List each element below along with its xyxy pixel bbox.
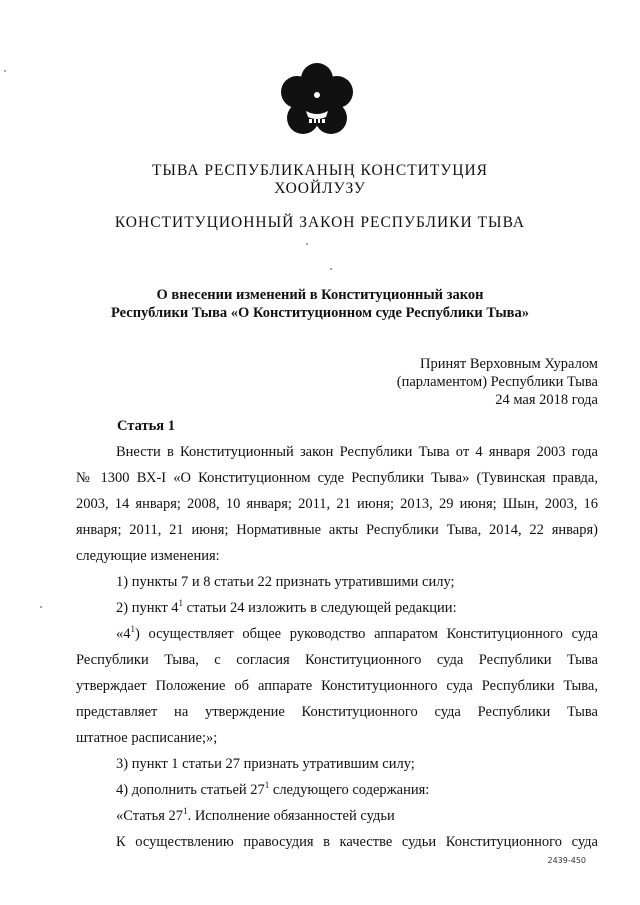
paragraph-line: № 1300 ВХ-I «О Конституционном суде Республики Тыва» (Тувинская правда, bbox=[76, 470, 598, 486]
article-heading: Статья 1 bbox=[117, 418, 175, 434]
scan-speck bbox=[330, 268, 332, 270]
new-article-title: «Статья $27^1$. Исполнение обязанностей судьи bbox=[116, 806, 395, 824]
quoted-text-line: утверждает Положение об аппарате Конституционного суда Республики Тыва, bbox=[76, 678, 598, 694]
adopted-by: Принят Верховным Хуралом bbox=[420, 356, 598, 372]
document-number: 2439-450 bbox=[547, 856, 586, 865]
header-title-tuvan-continued: ХООЙЛУЗУ bbox=[274, 180, 366, 197]
header-title-tuvan: ТЫВА РЕСПУБЛИКАНЫҢ КОНСТИТУЦИЯ bbox=[151, 162, 489, 179]
quoted-text-line: Республики Тыва, с согласия Конституционного суда Республики Тыва bbox=[76, 652, 598, 668]
quoted-text-line: штатное расписание;»; bbox=[76, 730, 218, 746]
paragraph-line: января; 2011, 21 июня; Нормативные акты Республики Тыва, 2014, 22 января) bbox=[76, 522, 598, 538]
amendment-item-2: 2) пункт $4^1$ статьи 24 изложить в следующей редакции: bbox=[116, 598, 457, 616]
paragraph-line: 2003, 14 января; 2008, 10 января; 2011, 21 июня; 2013, 29 июня; Шын, 2003, 16 bbox=[76, 496, 598, 512]
adopted-by-parliament: (парламентом) Республики Тыва bbox=[396, 374, 598, 390]
amendment-item-1: 1) пункты 7 и 8 статьи 22 признать утратившими силу; bbox=[116, 574, 455, 590]
republic-emblem-icon bbox=[279, 62, 355, 142]
adoption-date: 24 мая 2018 года bbox=[495, 392, 598, 408]
law-subject-line-2: Республики Тыва «О Конституционном суде Республики Тыва» bbox=[110, 305, 530, 321]
paragraph-line: К осуществлению правосудия в качестве судьи Конституционного суда bbox=[116, 834, 598, 850]
paragraph-line: Внести в Конституционный закон Республики Тыва от 4 января 2003 года bbox=[116, 444, 598, 460]
scan-speck bbox=[306, 243, 308, 245]
amendment-item-3: 3) пункт 1 статьи 27 признать утратившим силу; bbox=[116, 756, 415, 772]
quoted-text-line: представляет на утверждение Конституционного суда Республики Тыва bbox=[76, 704, 598, 720]
quoted-text-line: «$4^1$) осуществляет общее руководство аппаратом Конституционного суда bbox=[116, 624, 598, 642]
amendment-item-4: 4) дополнить статьей $27^1$ следующего содержания: bbox=[116, 780, 430, 798]
scan-speck bbox=[4, 70, 6, 72]
scan-speck bbox=[40, 606, 42, 608]
law-subject-line-1: О внесении изменений в Конституционный закон bbox=[156, 287, 484, 303]
paragraph-line: следующие изменения: bbox=[76, 548, 220, 564]
header-title-russian: КОНСТИТУЦИОННЫЙ ЗАКОН РЕСПУБЛИКИ ТЫВА bbox=[114, 214, 526, 231]
